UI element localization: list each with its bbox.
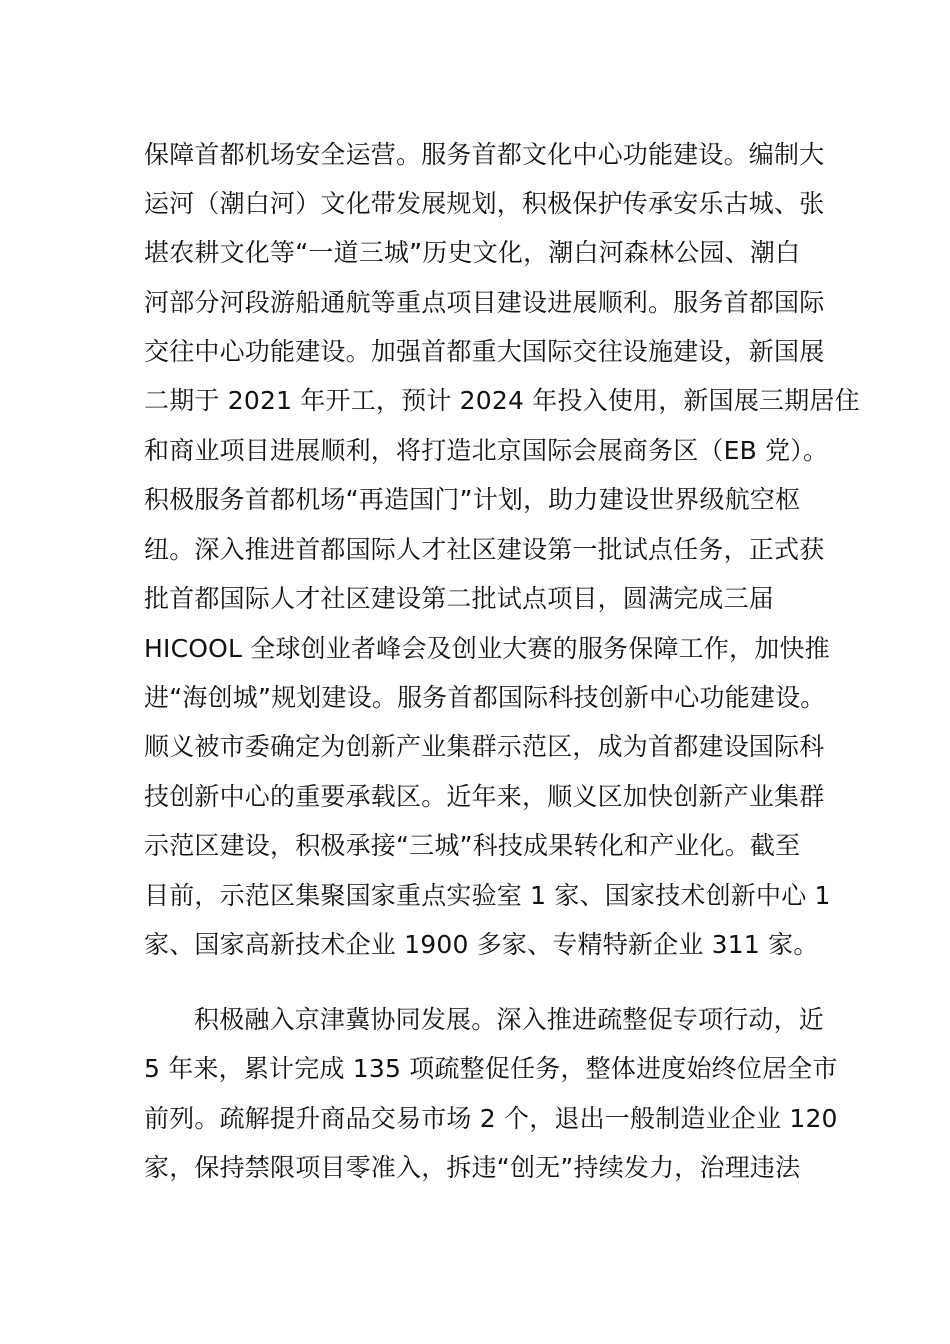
text-line: 前列。疏解提升商品交易市场 2 个，退出一般制造业企业 120 xyxy=(144,1104,838,1133)
text-line: 技创新中心的重要承载区。近年来，顺义区加快创新产业集群 xyxy=(144,782,825,811)
text-line: 进“海创城”规划建设。服务首都国际科技创新中心功能建设。 xyxy=(144,683,826,712)
text-line: 积极融入京津冀协同发展。深入推进疏整促专项行动，近 xyxy=(194,1005,825,1034)
text-line: 运河（潮白河）文化带发展规划，积极保护传承安乐古城、张 xyxy=(144,189,825,218)
text-line: 示范区建设，积极承接“三城”科技成果转化和产业化。截至 xyxy=(144,831,801,860)
text-line: 顺义被市委确定为创新产业集群示范区，成为首都建设国际科 xyxy=(144,732,825,761)
text-line: 纽。深入推进首都国际人才社区建设第一批试点任务，正式获 xyxy=(144,535,825,564)
text-line: 5 年来，累计完成 135 项疏整促任务，整体进度始终位居全市 xyxy=(144,1054,838,1083)
text-line: 堪农耕文化等“一道三城”历史文化，潮白河森林公园、潮白 xyxy=(144,238,801,267)
text-line: 批首都国际人才社区建设第二批试点项目，圆满完成三届 xyxy=(144,584,775,613)
text-line: 保障首都机场安全运营。服务首都文化中心功能建设。编制大 xyxy=(144,140,825,169)
text-line: 二期于 2021 年开工，预计 2024 年投入使用，新国展三期居住 xyxy=(144,386,860,415)
text-line: 目前，示范区集聚国家重点实验室 1 家、国家技术创新中心 1 xyxy=(144,881,831,910)
text-line: HICOOL 全球创业者峰会及创业大赛的服务保障工作，加快推 xyxy=(144,634,830,663)
text-line: 积极服务首都机场“再造国门”计划，助力建设世界级航空枢 xyxy=(144,485,801,514)
text-line: 和商业项目进展顺利，将打造北京国际会展商务区（EB 党）。 xyxy=(144,436,829,465)
text-line: 家，保持禁限项目零准入，拆违“创无”持续发力，治理违法 xyxy=(144,1153,801,1182)
text-line: 河部分河段游船通航等重点项目建设进展顺利。服务首都国际 xyxy=(144,288,825,317)
text-line: 交往中心功能建设。加强首都重大国际交往设施建设，新国展 xyxy=(144,337,825,366)
text-line: 家、国家高新技术企业 1900 多家、专精特新企业 311 家。 xyxy=(144,930,819,959)
